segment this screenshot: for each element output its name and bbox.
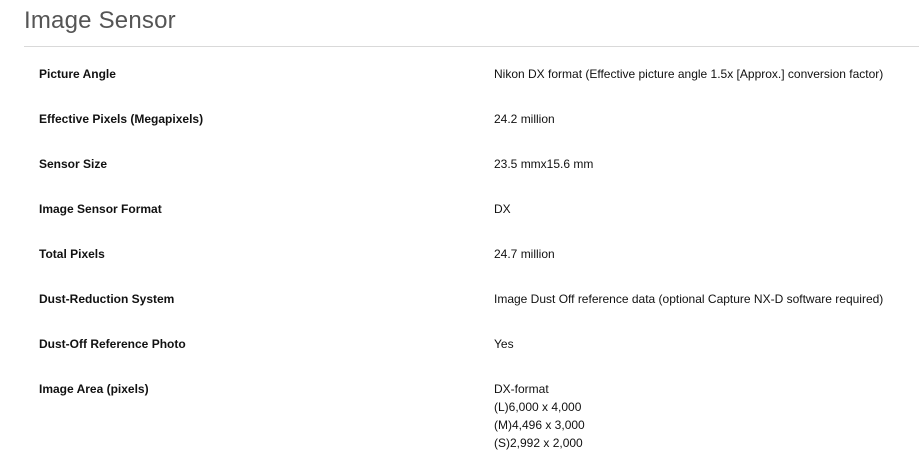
spec-row-dust-off-reference-photo (0, 317, 919, 362)
spec-value (494, 110, 555, 128)
spec-value (494, 245, 555, 263)
spec-value-line: DX (494, 202, 511, 216)
spec-label: Dust-Reduction System (39, 292, 175, 306)
spec-table (0, 47, 919, 450)
spec-value (494, 200, 511, 218)
spec-row-dust-reduction-system (0, 272, 919, 317)
spec-value-line: (L)6,000 x 4,000 (494, 400, 582, 414)
spec-value-line: Yes (494, 337, 514, 351)
spec-label: Dust-Off Reference Photo (39, 337, 186, 351)
spec-value-line: 24.2 million (494, 112, 555, 126)
spec-row-image-area (0, 362, 919, 450)
spec-value-line: DX-format (494, 382, 549, 396)
spec-label: Image Sensor Format (39, 202, 162, 216)
spec-value (494, 65, 883, 83)
spec-value (494, 290, 883, 308)
spec-value-line: (S)2,992 x 2,000 (494, 436, 583, 450)
spec-value-line: Image Dust Off reference data (optional Capture NX-D software required) (494, 292, 884, 306)
spec-value (494, 335, 514, 353)
spec-value-line: 23.5 mmx15.6 mm (494, 157, 594, 171)
spec-row-image-sensor-format (0, 182, 919, 227)
spec-label: Sensor Size (39, 157, 108, 171)
spec-value-line: (M)4,496 x 3,000 (494, 418, 585, 432)
spec-value (494, 155, 593, 173)
spec-label: Total Pixels (39, 247, 105, 261)
spec-value (494, 380, 585, 452)
section-title: Image Sensor (24, 7, 176, 34)
spec-row-sensor-size (0, 137, 919, 182)
spec-label: Picture Angle (39, 67, 116, 81)
spec-value-line: Nikon DX format (Effective picture angle 1.5x [Approx.] conversion factor) (494, 67, 884, 81)
spec-value-line: 24.7 million (494, 247, 555, 261)
spec-row-total-pixels (0, 227, 919, 272)
spec-label: Image Area (pixels) (39, 382, 149, 396)
spec-row-picture-angle (0, 47, 919, 92)
spec-label: Effective Pixels (Megapixels) (39, 112, 204, 126)
spec-row-effective-pixels (0, 92, 919, 137)
